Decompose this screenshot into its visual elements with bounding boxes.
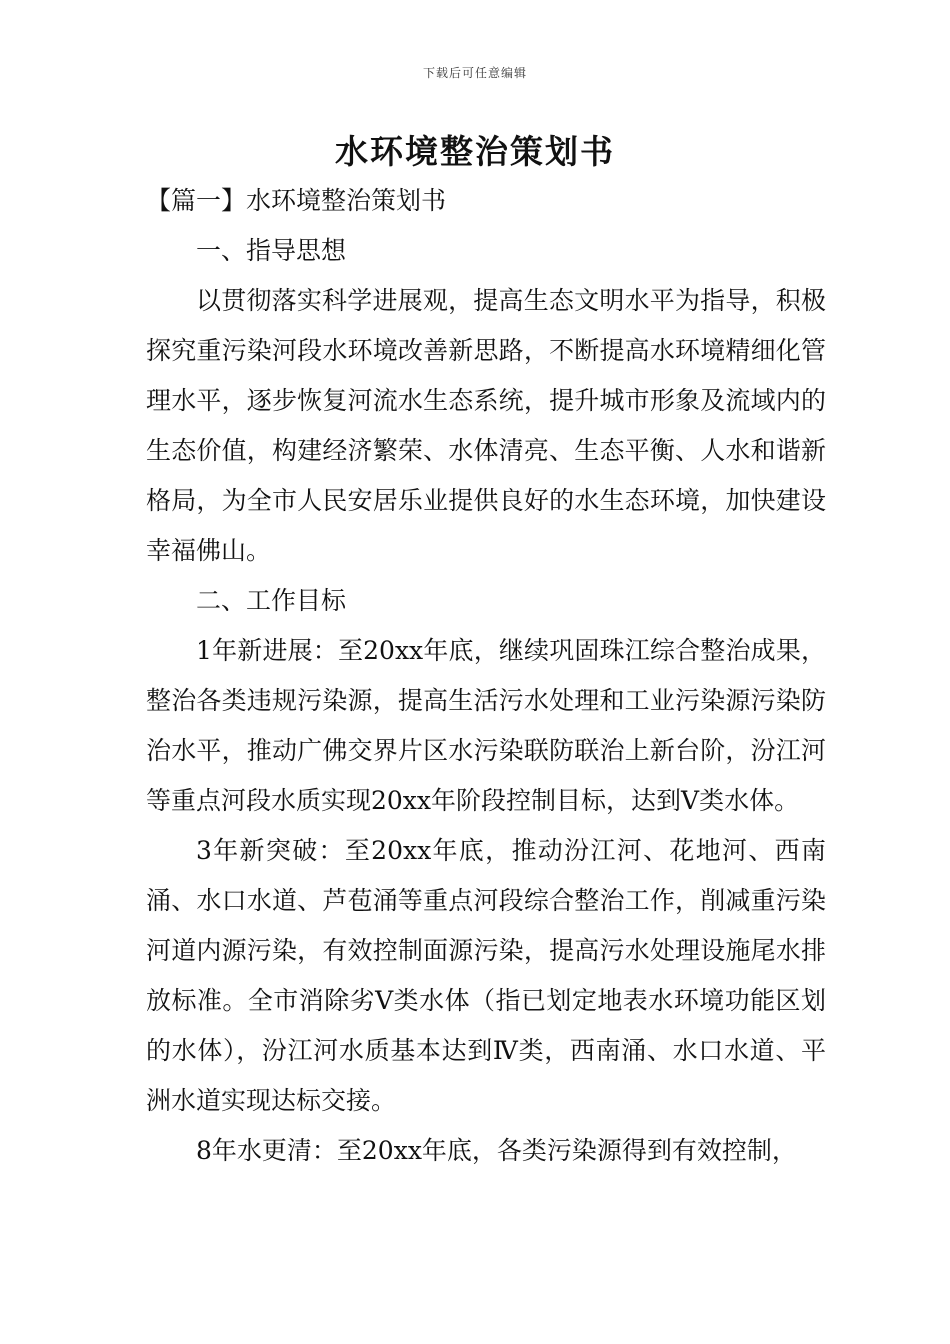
paragraph-three-year-goal: 3年新突破：至20xx年底，推动汾江河、花地河、西南涌、水口水道、芦苞涌等重点河段综合整治工作，削减重污染河道内源污染，有效控制面源污染，提高污水处理设施尾水排放标准。全市消除劣Ⅴ类水体（指已划定地表水环境功能区划的水体），汾江河水质基本达到Ⅳ类，西南涌、水口水道、平洲水道实现达标交接。 bbox=[146, 836, 826, 1115]
heading-work-goals: 二、工作目标 bbox=[196, 586, 347, 615]
document-body bbox=[146, 176, 826, 1176]
document-title: 水环境整治策划书 bbox=[335, 132, 615, 171]
paragraph-eight-year-goal: 8年水更清：至20xx年底，各类污染源得到有效控制， bbox=[196, 1136, 797, 1165]
heading-guiding-ideology: 一、指导思想 bbox=[196, 236, 347, 265]
paragraph-guiding-ideology: 以贯彻落实科学进展观，提高生态文明水平为指导，积极探究重污染河段水环境改善新思路，不断提高水环境精细化管理水平，逐步恢复河流水生态系统，提升城市形象及流域内的生态价值，构建经济繁荣、水体清亮、生态平衡、人水和谐新格局，为全市人民安居乐业提供良好的水生态环境，加快建设幸福佛山。 bbox=[146, 286, 826, 565]
section-label: 【篇一】水环境整治策划书 bbox=[146, 186, 447, 215]
header-note: 下载后可任意编辑 bbox=[422, 66, 527, 80]
paragraph-one-year-goal: 1年新进展：至20xx年底，继续巩固珠江综合整治成果，整治各类违规污染源，提高生活污水处理和工业污染源污染防治水平，推动广佛交界片区水污染联防联治上新台阶，汾江河等重点河段水质实现20xx年阶段控制目标，达到Ⅴ类水体。 bbox=[146, 636, 826, 815]
